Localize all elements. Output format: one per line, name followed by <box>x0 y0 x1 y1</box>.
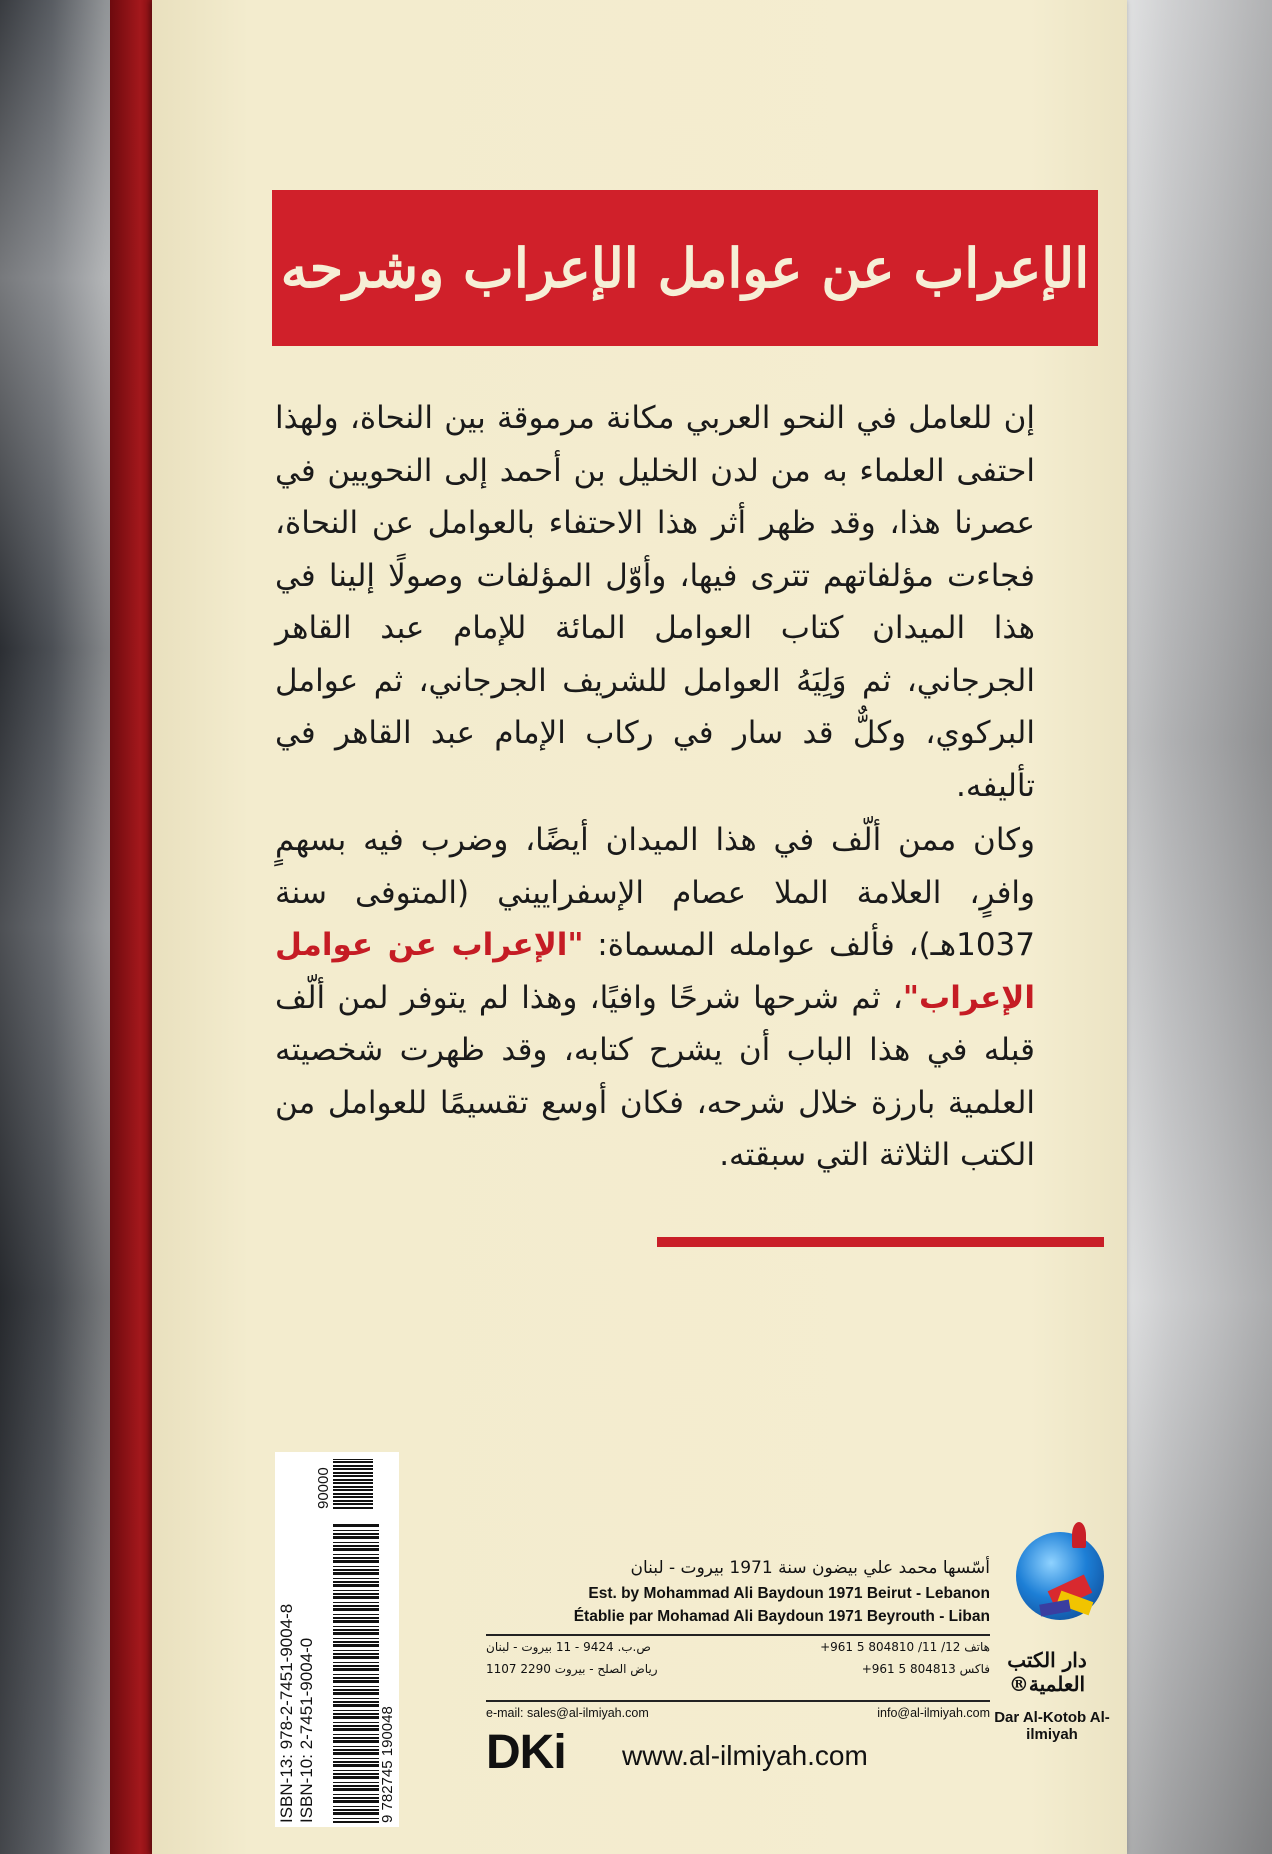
isbn-rotated <box>275 1452 399 1827</box>
publisher-name-ar: دار الكتب العلمية® <box>1007 1648 1087 1696</box>
website-url: www.al-ilmiyah.com <box>622 1740 868 1771</box>
divider-line <box>486 1700 990 1702</box>
publisher-logo-icon <box>1010 1522 1112 1642</box>
background-photo-right <box>1125 0 1272 1854</box>
barcode-number: 9 782745 190048 <box>379 1706 396 1823</box>
flame-icon <box>1072 1522 1086 1548</box>
isbn-13: ISBN-13: 978-2-7451-9004-8 <box>277 1603 296 1823</box>
contact-row-1 <box>486 1640 990 1662</box>
publisher-est-en: Est. by Mohammad Ali Baydoun 1971 Beirut - Lebanon <box>588 1585 990 1602</box>
sales-email: e-mail: sales@al-ilmiyah.com <box>486 1706 649 1720</box>
highlighted-book-name: "الإعراب عن عوامل الإعراب" <box>275 927 1035 1016</box>
book-title: الإعراب عن عوامل الإعراب وشرحه <box>280 236 1090 300</box>
email-row <box>486 1706 990 1726</box>
blurb <box>275 392 1035 1182</box>
barcode <box>333 1523 379 1823</box>
barcode-addon <box>333 1459 373 1509</box>
publisher-est-fr: Établie par Mohamad Ali Baydoun 1971 Beyrouth - Liban <box>573 1608 990 1625</box>
blurb-paragraph-2 <box>275 814 1035 1182</box>
dki-logo: DKi <box>486 1726 566 1779</box>
isbn-10: ISBN-10: 2-7451-9004-0 <box>297 1637 316 1823</box>
contact-row-2 <box>486 1662 990 1684</box>
fax: فاكس 804813 5 961+ <box>861 1662 990 1676</box>
red-divider <box>657 1237 1104 1247</box>
barcode-addon-number: 90000 <box>315 1467 332 1509</box>
title-banner <box>272 190 1098 346</box>
isbn-label <box>275 1452 399 1827</box>
po-box: ص.ب. 9424 - 11 بيروت - لبنان <box>486 1640 651 1654</box>
publisher-founded-ar: أسّسها محمد علي بيضون سنة 1971 بيروت - لبنان <box>630 1558 990 1578</box>
blurb-paragraph-2-start: وكان ممن ألّف في هذا الميدان أيضًا، وضرب فيه بسهمٍ وافرٍ، العلامة الملا عصام الإسفراييني (المتوفى سنة 1037هـ)، فألف عوامله المسماة: <box>275 822 1036 963</box>
blurb-paragraph-1: إن للعامل في النحو العربي مكانة مرموقة بين النحاة، ولهذا احتفى العلماء به من لدن الخليل بن أحمد إلى النحويين في عصرنا هذا، وقد ظهر أثر هذا الاحتفاء بالعوامل عن النحاة، فجاءت مؤلفاتهم تترى فيها، وأوّل المؤلفات وصولًا إلينا في هذا الميدان كتاب العوامل المائة للإمام عبد القاهر الجرجاني، ثم وَلِيَهُ العوامل للشريف الجرجاني، ثم عوامل البركوي، وكلٌّ قد سار في ركاب الإمام عبد القاهر في تأليفه. <box>275 400 1035 804</box>
blurb-paragraph-2-end: ، ثم شرحها شرحًا وافيًا، وهذا لم يتوفر لمن ألّف قبله في هذا الباب أن يشرح كتابه، وقد ظهرت شخصيته العلمية بارزة خلال شرحه، فكان أوسع تقسيمًا للعوامل من الكتب الثلاثة التي سبقته. <box>275 979 1035 1173</box>
phone: هاتف 12/ 11/ 804810 5 961+ <box>820 1640 990 1654</box>
divider-line <box>486 1634 990 1636</box>
publisher-name-en: Dar Al-Kotob Al-ilmiyah <box>994 1709 1110 1743</box>
back-cover <box>152 0 1127 1854</box>
info-email: info@al-ilmiyah.com <box>877 1706 990 1720</box>
riad-address: رياض الصلح - بيروت 2290 1107 <box>486 1662 658 1676</box>
